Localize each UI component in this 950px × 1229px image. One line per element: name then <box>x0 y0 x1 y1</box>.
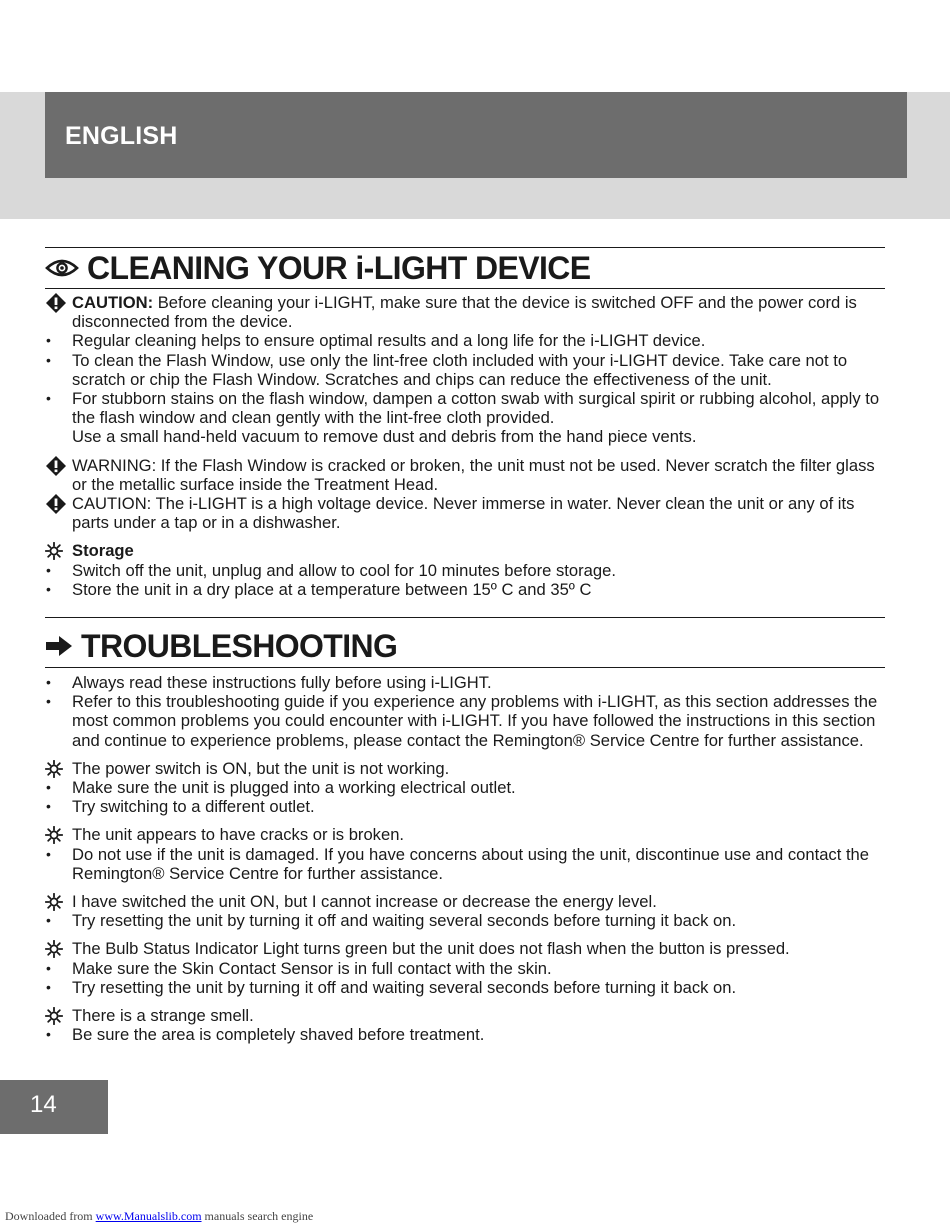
list-item-text: Store the unit in a dry place at a temperature between 15º C and 35º C <box>72 579 592 599</box>
warning-diamond-icon <box>45 494 69 519</box>
problem-issue <box>45 892 893 911</box>
list-item: • Make sure the unit is plugged into a working electrical outlet. <box>46 778 516 798</box>
problem-issue <box>45 1006 893 1025</box>
language-label: ENGLISH <box>65 122 178 150</box>
language-bar <box>45 92 907 178</box>
list-item: • Store the unit in a dry place at a temperature between 15º C and 35º C <box>46 579 592 599</box>
list-item-text: Make sure the Skin Contact Sensor is in full contact with the skin. <box>72 958 552 978</box>
list-item-text: Switch off the unit, unplug and allow to cool for 10 minutes before storage. <box>72 560 616 580</box>
problem-issue-text: I have switched the unit ON, but I cannot increase or decrease the energy level. <box>72 892 657 912</box>
list-item: • Try switching to a different outlet. <box>46 797 315 817</box>
list-item-text: Regular cleaning helps to ensure optimal results and a long life for the i-LIGHT device. <box>72 331 706 351</box>
caution-label: CAUTION: <box>72 293 154 312</box>
warning-diamond-icon <box>45 293 69 318</box>
list-item: • Make sure the Skin Contact Sensor is in full contact with the skin. <box>46 958 552 978</box>
cleaning-section-title <box>45 250 591 287</box>
problem-issue-text: The unit appears to have cracks or is broken. <box>72 825 405 845</box>
warning-notice <box>45 456 893 494</box>
problem-issue <box>45 759 893 778</box>
storage-heading <box>45 541 893 560</box>
caution2-text: CAUTION: The i-LIGHT is a high voltage device. Never immerse in water. Never clean the unit or any of its parts under a tap or in a dishwasher. <box>72 494 855 533</box>
list-item: • For stubborn stains on the flash window, dampen a cotton swab with surgical spirit or rubbing alcohol, apply to the flash window and clean gently with the lint-free cloth provided. Use a small hand-held vacuum to remove dust and debris from the hand piece vents. <box>46 389 880 447</box>
list-item-text: Try switching to a different outlet. <box>72 797 315 817</box>
problem-issue <box>45 825 893 844</box>
problem-issue <box>45 939 893 958</box>
troubleshooting-title-text: TROUBLESHOOTING <box>81 628 398 664</box>
list-item: • Try resetting the unit by turning it off and waiting several seconds before turning it back on. <box>46 977 737 997</box>
list-item: • Try resetting the unit by turning it off and waiting several seconds before turning it back on. <box>46 911 737 931</box>
list-item: • Always read these instructions fully before using i-LIGHT. <box>46 673 492 692</box>
vacuum-note: Use a small hand-held vacuum to remove dust and debris from the hand piece vents. <box>72 427 697 447</box>
list-item-text: Try resetting the unit by turning it off and waiting several seconds before turning it back on. <box>72 911 737 931</box>
list-item: • Do not use if the unit is damaged. If you have concerns about using the unit, discontinue use and contact the Remington® Service Centre for further assistance. <box>46 844 870 883</box>
footer-prefix: Downloaded from <box>5 1209 96 1223</box>
troubleshooting-section-title <box>45 628 397 665</box>
list-item: • Regular cleaning helps to ensure optimal results and a long life for the i-LIGHT device. <box>46 331 706 351</box>
cleaning-title-text: CLEANING YOUR i-LIGHT DEVICE <box>87 250 591 286</box>
troubleshooting-content <box>45 673 893 1044</box>
list-item: • Switch off the unit, unplug and allow to cool for 10 minutes before storage. <box>46 560 616 580</box>
cleaning-content <box>45 293 893 599</box>
list-item-text: Refer to this troubleshooting guide if you experience any problems with i-LIGHT, as this section addresses the most common problems you could encounter with i-LIGHT. If you have followed the instructions in this section and continue to experience problems, please contact the Remington® Service Centre for further assistance. <box>72 692 878 750</box>
section-title-underline <box>45 667 885 668</box>
storage-heading-text: Storage <box>72 541 134 561</box>
list-item-text: Try resetting the unit by turning it off and waiting several seconds before turning it back on. <box>72 977 737 997</box>
list-item: • To clean the Flash Window, use only the lint-free cloth included with your i-LIGHT device. Take care not to scratch or chip the Flash Window. Scratches and chips can reduce the effectiveness of the unit. <box>46 350 848 389</box>
list-item-text: Do not use if the unit is damaged. If you have concerns about using the unit, discontinue use and contact the Remington® Service Centre for further assistance. <box>72 844 870 883</box>
footer-suffix: manuals search engine <box>201 1209 314 1223</box>
problem-issue-text: There is a strange smell. <box>72 1006 254 1026</box>
list-item-text: Be sure the area is completely shaved before treatment. <box>72 1025 485 1045</box>
warning-diamond-icon <box>45 456 69 481</box>
caution-notice <box>45 293 893 331</box>
eye-icon <box>45 258 79 278</box>
page-number-box <box>0 1080 108 1134</box>
arrow-right-icon <box>45 635 73 657</box>
warning-text: WARNING: If the Flash Window is cracked or broken, the unit must not be used. Never scratch the filter glass or the metallic surface inside the Treatment Head. <box>72 455 875 494</box>
list-item-text: Always read these instructions fully before using i-LIGHT. <box>72 673 492 692</box>
page-number: 14 <box>30 1091 57 1118</box>
list-item-text: To clean the Flash Window, use only the lint-free cloth included with your i-LIGHT device. Take care not to scratch or chip the Flash Window. Scratches and chips can reduce the effectiveness of the unit. <box>72 350 848 389</box>
caution-text: Before cleaning your i-LIGHT, make sure that the device is switched OFF and the power cord is disconnected from the device. <box>72 293 857 332</box>
list-item: • Refer to this troubleshooting guide if you experience any problems with i-LIGHT, as this section addresses the most common problems you could encounter with i-LIGHT. If you have followed the instructions in this section and continue to experience problems, please contact the Remington® Service Centre for further assistance. <box>46 692 878 750</box>
list-item-text: For stubborn stains on the flash window, dampen a cotton swab with surgical spirit or rubbing alcohol, apply to the flash window and clean gently with the lint-free cloth provided. <box>72 389 880 428</box>
list-item-text: Make sure the unit is plugged into a working electrical outlet. <box>72 778 516 798</box>
section-top-rule <box>45 617 885 618</box>
problem-issue-text: The Bulb Status Indicator Light turns green but the unit does not flash when the button is pressed. <box>72 939 790 959</box>
section-title-underline <box>45 288 885 289</box>
manualslib-link[interactable]: www.Manualslib.com <box>95 1209 202 1223</box>
list-item: • Be sure the area is completely shaved before treatment. <box>46 1025 485 1045</box>
problem-issue-text: The power switch is ON, but the unit is not working. <box>72 758 450 778</box>
download-footer <box>5 1209 313 1224</box>
caution-notice-2 <box>45 494 893 532</box>
section-top-rule <box>45 247 885 248</box>
